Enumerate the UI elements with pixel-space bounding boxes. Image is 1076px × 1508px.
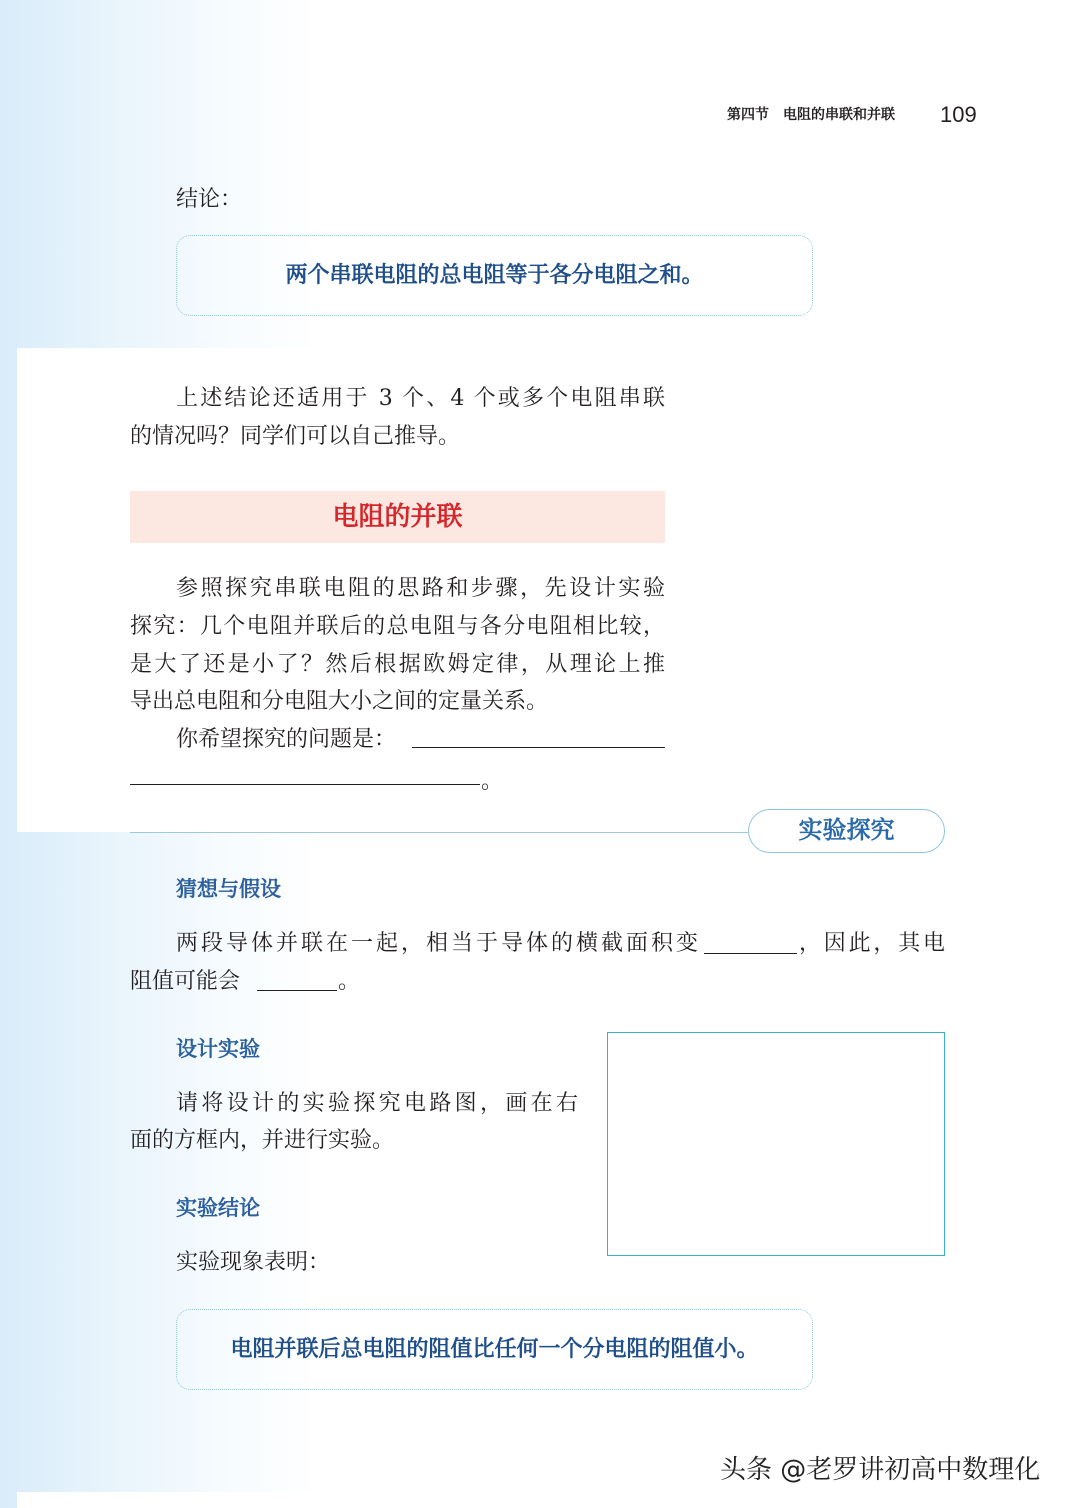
fill-in-blank <box>257 990 337 991</box>
conclusion-intro: 实验现象表明： <box>176 1250 331 1275</box>
hypothesis-line: 阻值可能会 <box>130 969 241 994</box>
conclusion-heading: 实验结论 <box>176 1195 260 1220</box>
conclusion-box-series-text: 两个串联电阻的总电阻等于各分电阻之和。 <box>285 262 704 288</box>
inquiry-badge <box>748 809 945 853</box>
hypothesis-line: 两段导体并联在一起，相当于导体的横截面积变 <box>176 931 698 956</box>
design-line: 面的方框内，并进行实验。 <box>130 1128 395 1153</box>
inquiry-badge-label: 实验探究 <box>798 816 895 844</box>
circuit-drawing-box <box>607 1032 945 1256</box>
fill-in-blank <box>704 953 797 954</box>
conclusion-label: 结论： <box>176 187 243 212</box>
question-prompt: 你希望探究的问题是： <box>176 727 397 752</box>
page-number: 109 <box>940 102 977 127</box>
answer-blank-line <box>412 747 665 748</box>
inquiry-divider-rule <box>130 832 748 833</box>
section-heading-bar <box>130 491 665 543</box>
watermark: 头条 @老罗讲初高中数理化 <box>720 1455 1041 1485</box>
conclusion-box-parallel-text: 电阻并联后总电阻的阻值比任何一个分电阻的阻值小。 <box>230 1336 759 1362</box>
conclusion-box-series <box>176 235 813 316</box>
period-mark: 。 <box>338 969 361 994</box>
paragraph-line: 导出总电阻和分电阻大小之间的定量关系。 <box>130 689 549 714</box>
paragraph-line: 上述结论还适用于 3 个、4 个或多个电阻串联 <box>176 386 665 411</box>
paragraph-line: 参照探究串联电阻的思路和步骤，先设计实验 <box>176 576 665 601</box>
paragraph-line: 是大了还是小了？然后根据欧姆定律，从理论上推 <box>130 652 665 677</box>
answer-blank-line <box>130 784 480 785</box>
running-header-section: 第四节 电阻的串联和并联 <box>727 107 895 123</box>
paragraph-line: 的情况吗？同学们可以自己推导。 <box>130 424 461 449</box>
hypothesis-heading: 猜想与假设 <box>176 876 281 901</box>
paragraph-line: 探究：几个电阻并联后的总电阻与各分电阻相比较， <box>130 614 665 639</box>
section-heading-title: 电阻的并联 <box>332 502 463 532</box>
conclusion-box-parallel <box>176 1309 813 1390</box>
design-line: 请将设计的实验探究电路图，画在右 <box>176 1091 578 1116</box>
white-panel-bottom <box>17 1492 1076 1508</box>
hypothesis-line: ，因此，其电 <box>799 931 945 956</box>
period-mark: 。 <box>481 769 504 794</box>
design-heading: 设计实验 <box>176 1036 260 1061</box>
